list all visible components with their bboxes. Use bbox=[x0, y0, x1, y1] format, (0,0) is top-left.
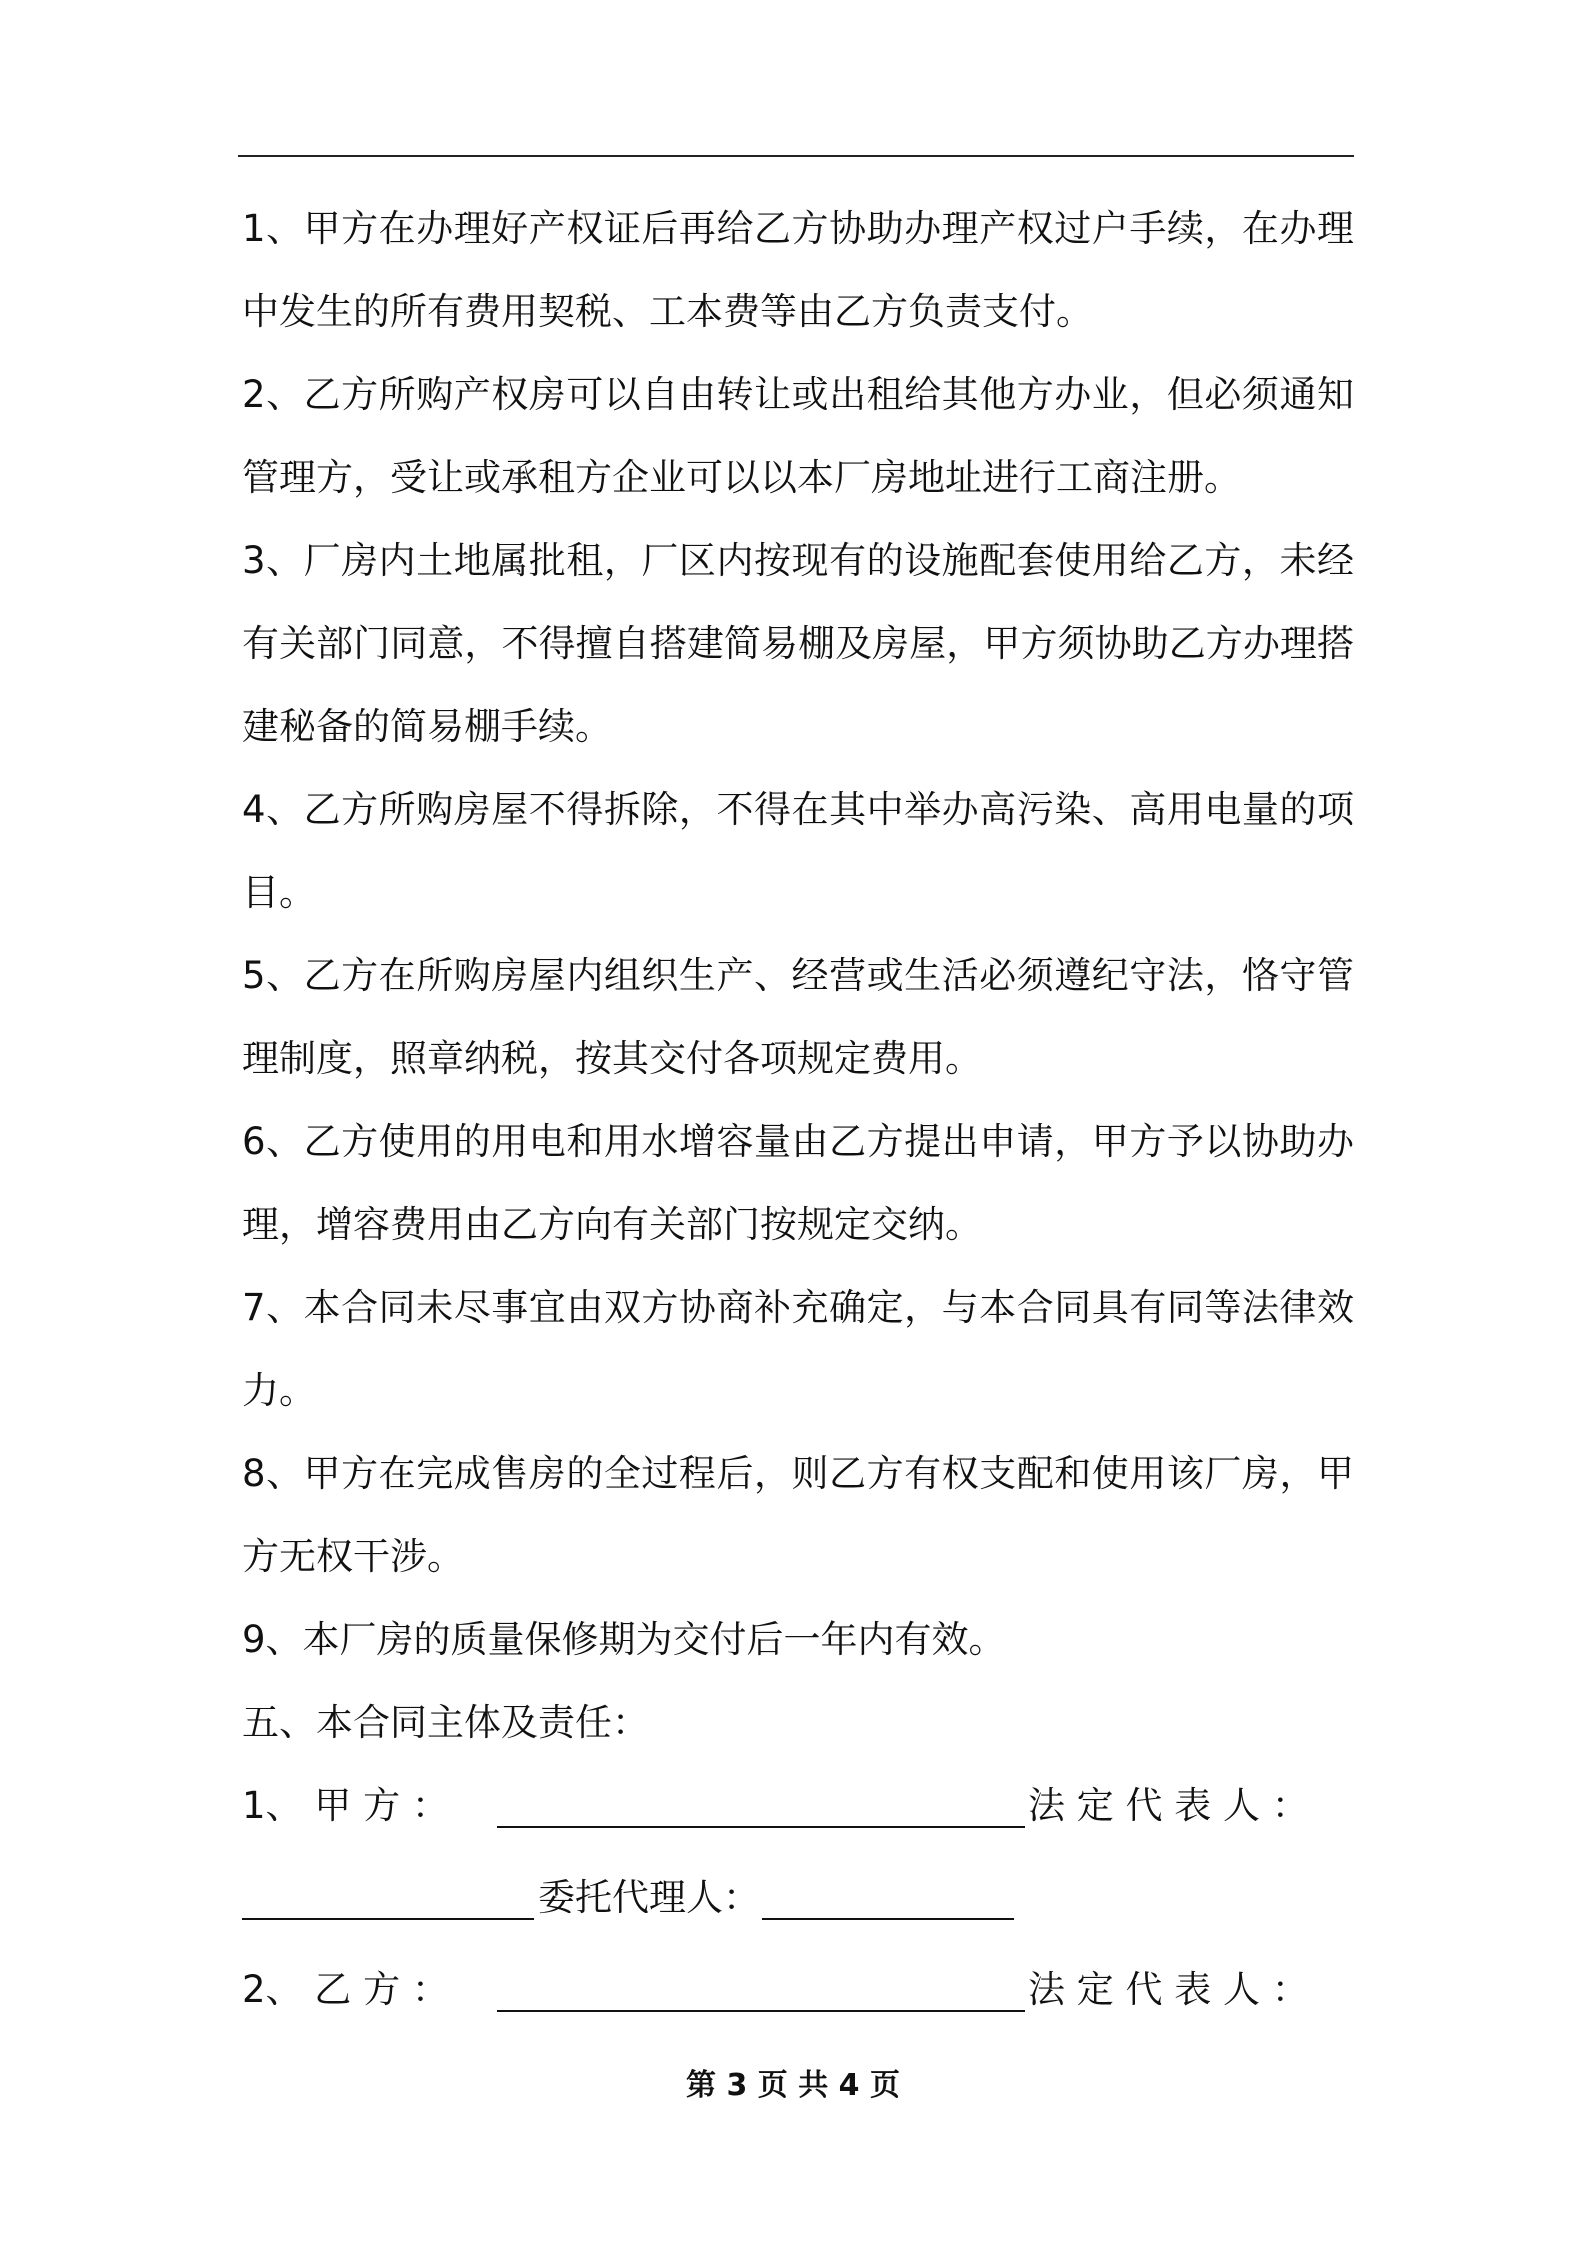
party-b-label: 2、 乙 方 ： bbox=[242, 1968, 449, 2011]
party-a-label: 1、 甲 方 ： bbox=[242, 1784, 449, 1827]
body-line: 4、乙方所购房屋不得拆除，不得在其中举办高污染、高用电量的项 bbox=[242, 788, 1354, 831]
header-rule bbox=[238, 155, 1354, 157]
body-line: 中发生的所有费用契税、工本费等由乙方负责支付。 bbox=[242, 290, 1093, 333]
body-line: 7、本合同未尽事宜由双方协商补充确定，与本合同具有同等法律效 bbox=[242, 1286, 1354, 1329]
party-a-rep-label: 法 定 代 表 人 ： bbox=[1028, 1784, 1309, 1827]
body-line: 目。 bbox=[242, 871, 316, 914]
body-line: 2、乙方所购产权房可以自由转让或出租给其他方办业，但必须通知 bbox=[242, 373, 1354, 416]
agent-blank bbox=[762, 1918, 1014, 1920]
body-line: 方无权干涉。 bbox=[242, 1535, 464, 1578]
body-line: 1、甲方在办理好产权证后再给乙方协助办理产权过户手续，在办理 bbox=[242, 207, 1354, 250]
page-number: 第 3 页 共 4 页 bbox=[686, 2068, 900, 2103]
section-heading: 五、本合同主体及责任： bbox=[242, 1701, 649, 1744]
body-line: 5、乙方在所购房屋内组织生产、经营或生活必须遵纪守法，恪守管 bbox=[242, 954, 1354, 997]
party-a-name-blank bbox=[497, 1826, 1025, 1828]
body-line: 9、本厂房的质量保修期为交付后一年内有效。 bbox=[242, 1618, 1006, 1661]
body-line: 8、甲方在完成售房的全过程后，则乙方有权支配和使用该厂房，甲 bbox=[242, 1452, 1354, 1495]
body-line: 建秘备的简易棚手续。 bbox=[242, 705, 612, 748]
agent-label: 委托代理人： bbox=[538, 1876, 760, 1919]
body-line: 有关部门同意，不得擅自搭建简易棚及房屋，甲方须协助乙方办理搭 bbox=[242, 622, 1354, 665]
party-b-name-blank bbox=[497, 2010, 1025, 2012]
body-line: 管理方，受让或承租方企业可以以本厂房地址进行工商注册。 bbox=[242, 456, 1241, 499]
party-b-rep-label: 法 定 代 表 人 ： bbox=[1028, 1968, 1309, 2011]
party-a-rep-blank bbox=[242, 1918, 534, 1920]
body-line: 3、厂房内土地属批租，厂区内按现有的设施配套使用给乙方，未经 bbox=[242, 539, 1354, 582]
body-line: 理，增容费用由乙方向有关部门按规定交纳。 bbox=[242, 1203, 982, 1246]
body-line: 力。 bbox=[242, 1369, 316, 1412]
body-line: 理制度，照章纳税，按其交付各项规定费用。 bbox=[242, 1037, 982, 1080]
body-line: 6、乙方使用的用电和用水增容量由乙方提出申请，甲方予以协助办 bbox=[242, 1120, 1354, 1163]
